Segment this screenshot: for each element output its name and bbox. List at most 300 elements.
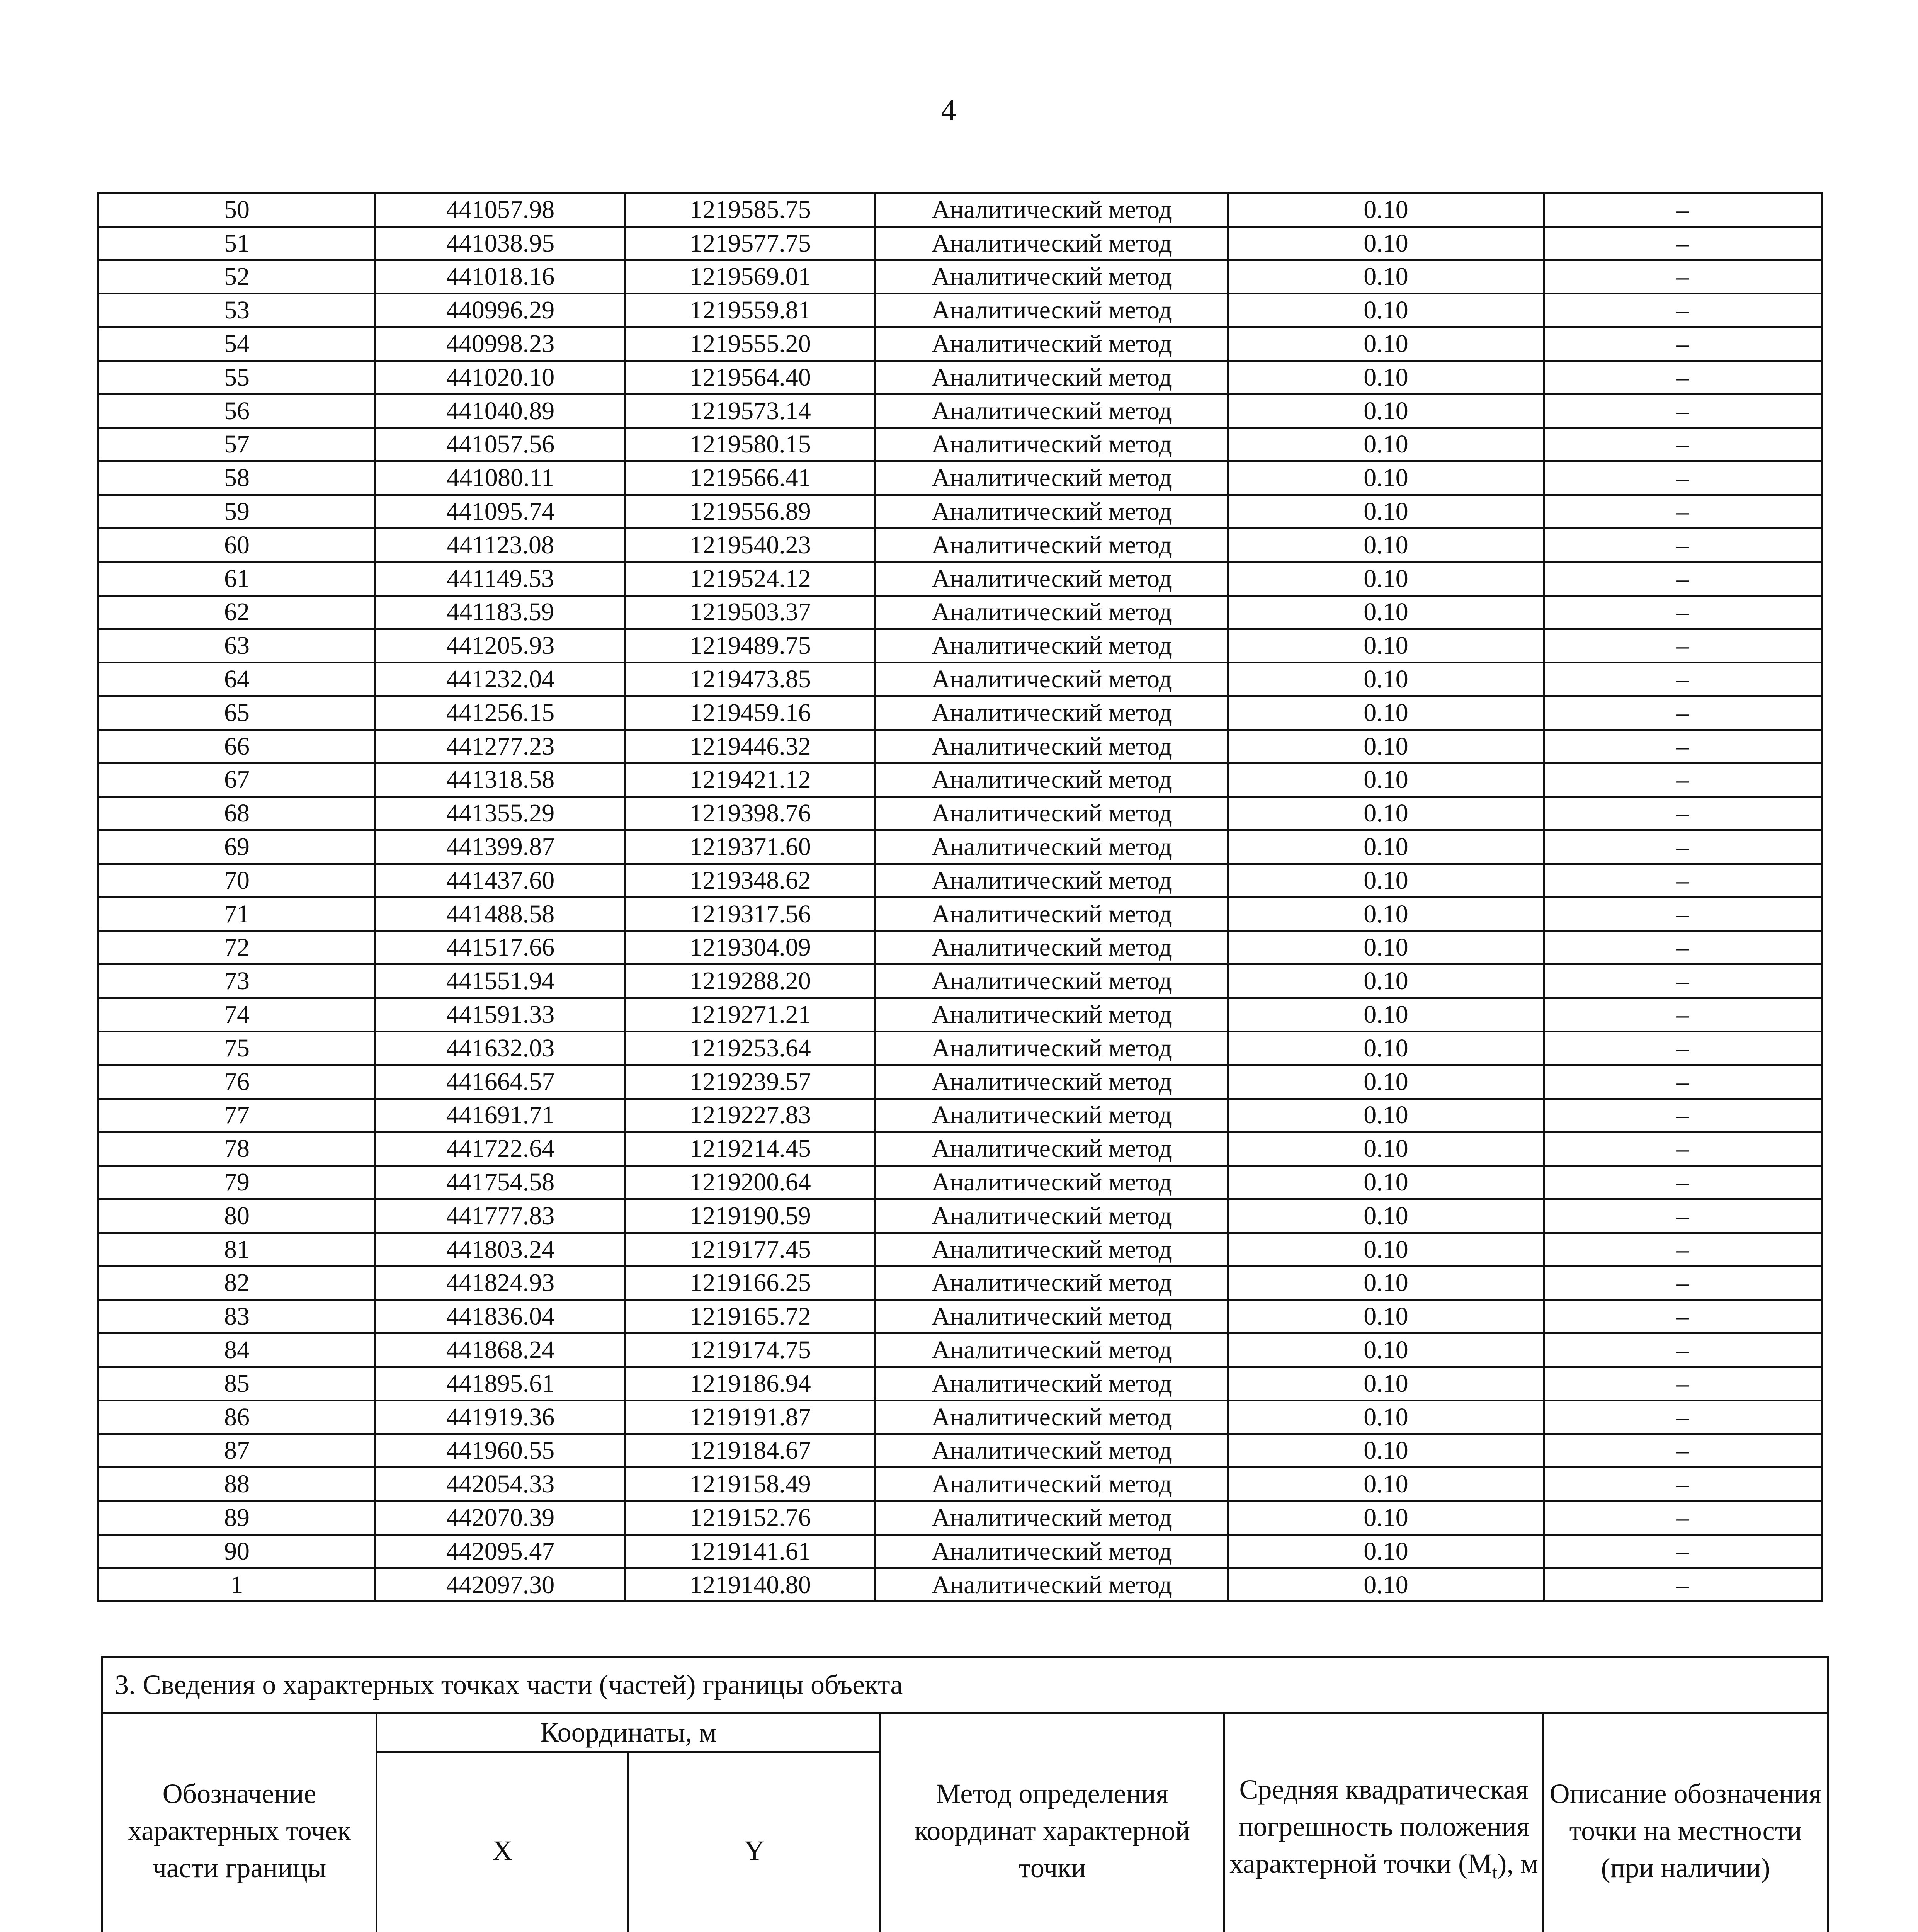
x-coordinate-cell: 441803.24	[376, 1233, 626, 1266]
error-cell: 0.10	[1228, 327, 1544, 361]
y-coordinate-cell: 1219489.75	[626, 629, 876, 663]
table-row	[99, 1099, 1822, 1132]
header-description: Описание обозначения точки на местности (при наличии)	[1544, 1713, 1828, 1932]
y-coordinate-cell: 1219569.01	[626, 260, 876, 294]
error-cell: 0.10	[1228, 1166, 1544, 1199]
method-cell: Аналитический метод	[876, 964, 1228, 998]
y-coordinate-cell: 1219304.09	[626, 931, 876, 964]
x-coordinate-cell: 441080.11	[376, 461, 626, 495]
point-number-cell: 59	[99, 495, 376, 529]
x-coordinate-cell: 441868.24	[376, 1333, 626, 1367]
table-row	[99, 1199, 1822, 1233]
point-number-cell: 62	[99, 595, 376, 629]
point-number-cell: 66	[99, 730, 376, 763]
error-cell: 0.10	[1228, 1065, 1544, 1099]
point-number-cell: 53	[99, 294, 376, 327]
method-cell: Аналитический метод	[876, 562, 1228, 595]
method-cell: Аналитический метод	[876, 1568, 1228, 1602]
x-coordinate-cell: 441057.56	[376, 428, 626, 461]
method-cell: Аналитический метод	[876, 193, 1228, 227]
error-cell: 0.10	[1228, 998, 1544, 1032]
x-coordinate-cell: 441836.04	[376, 1300, 626, 1333]
error-cell: 0.10	[1228, 1333, 1544, 1367]
description-cell: –	[1544, 1199, 1822, 1233]
point-number-cell: 58	[99, 461, 376, 495]
table-row	[99, 562, 1822, 595]
x-coordinate-cell: 441960.55	[376, 1434, 626, 1468]
table-row	[99, 1166, 1822, 1199]
point-number-cell: 78	[99, 1132, 376, 1166]
method-cell: Аналитический метод	[876, 1501, 1228, 1535]
point-number-cell: 61	[99, 562, 376, 595]
point-number-cell: 79	[99, 1166, 376, 1199]
error-cell: 0.10	[1228, 1501, 1544, 1535]
x-coordinate-cell: 441205.93	[376, 629, 626, 663]
point-number-cell: 84	[99, 1333, 376, 1367]
description-cell: –	[1544, 663, 1822, 696]
description-cell: –	[1544, 629, 1822, 663]
error-cell: 0.10	[1228, 1099, 1544, 1132]
description-cell: –	[1544, 260, 1822, 294]
table-row	[99, 294, 1822, 327]
y-coordinate-cell: 1219253.64	[626, 1031, 876, 1065]
point-number-cell: 50	[99, 193, 376, 227]
method-cell: Аналитический метод	[876, 1031, 1228, 1065]
method-cell: Аналитический метод	[876, 1300, 1228, 1333]
description-cell: –	[1544, 1468, 1822, 1501]
table-row	[99, 1266, 1822, 1300]
point-number-cell: 54	[99, 327, 376, 361]
table-row	[99, 528, 1822, 562]
description-cell: –	[1544, 1166, 1822, 1199]
y-coordinate-cell: 1219152.76	[626, 1501, 876, 1535]
x-coordinate-cell: 441895.61	[376, 1367, 626, 1400]
error-cell: 0.10	[1228, 562, 1544, 595]
table-row	[99, 830, 1822, 864]
method-cell: Аналитический метод	[876, 763, 1228, 797]
y-coordinate-cell: 1219577.75	[626, 226, 876, 260]
point-number-cell: 81	[99, 1233, 376, 1266]
method-cell: Аналитический метод	[876, 1166, 1228, 1199]
point-number-cell: 56	[99, 394, 376, 428]
table-row	[99, 1568, 1822, 1602]
table-row	[99, 763, 1822, 797]
point-number-cell: 67	[99, 763, 376, 797]
y-coordinate-cell: 1219227.83	[626, 1099, 876, 1132]
table-row	[99, 663, 1822, 696]
description-cell: –	[1544, 1300, 1822, 1333]
table-row	[99, 1300, 1822, 1333]
point-number-cell: 73	[99, 964, 376, 998]
description-cell: –	[1544, 1065, 1822, 1099]
description-cell: –	[1544, 361, 1822, 394]
y-coordinate-cell: 1219288.20	[626, 964, 876, 998]
x-coordinate-cell: 441149.53	[376, 562, 626, 595]
description-cell: –	[1544, 931, 1822, 964]
point-number-cell: 74	[99, 998, 376, 1032]
error-cell: 0.10	[1228, 931, 1544, 964]
table-row	[99, 1501, 1822, 1535]
description-cell: –	[1544, 1099, 1822, 1132]
y-coordinate-cell: 1219573.14	[626, 394, 876, 428]
y-coordinate-cell: 1219559.81	[626, 294, 876, 327]
y-coordinate-cell: 1219459.16	[626, 696, 876, 730]
y-coordinate-cell: 1219348.62	[626, 864, 876, 897]
description-cell: –	[1544, 1501, 1822, 1535]
method-cell: Аналитический метод	[876, 663, 1228, 696]
error-cell: 0.10	[1228, 528, 1544, 562]
error-cell: 0.10	[1228, 1300, 1544, 1333]
description-cell: –	[1544, 528, 1822, 562]
y-coordinate-cell: 1219191.87	[626, 1400, 876, 1434]
table-row	[99, 1132, 1822, 1166]
description-cell: –	[1544, 998, 1822, 1032]
table-row	[99, 1065, 1822, 1099]
description-cell: –	[1544, 1266, 1822, 1300]
description-cell: –	[1544, 495, 1822, 529]
y-coordinate-cell: 1219421.12	[626, 763, 876, 797]
header-error	[1224, 1713, 1544, 1932]
description-cell: –	[1544, 897, 1822, 931]
error-cell: 0.10	[1228, 629, 1544, 663]
table-row	[99, 361, 1822, 394]
header-coordinates: Координаты, м	[377, 1713, 881, 1752]
y-coordinate-cell: 1219184.67	[626, 1434, 876, 1468]
x-coordinate-cell: 441632.03	[376, 1031, 626, 1065]
y-coordinate-cell: 1219371.60	[626, 830, 876, 864]
error-cell: 0.10	[1228, 193, 1544, 227]
method-cell: Аналитический метод	[876, 1534, 1228, 1568]
table-row	[99, 998, 1822, 1032]
point-number-cell: 69	[99, 830, 376, 864]
method-cell: Аналитический метод	[876, 595, 1228, 629]
table-row	[99, 931, 1822, 964]
x-coordinate-cell: 441277.23	[376, 730, 626, 763]
description-cell: –	[1544, 1367, 1822, 1400]
error-cell: 0.10	[1228, 1534, 1544, 1568]
point-number-cell: 60	[99, 528, 376, 562]
error-cell: 0.10	[1228, 1468, 1544, 1501]
method-cell: Аналитический метод	[876, 696, 1228, 730]
table-row	[99, 193, 1822, 227]
method-cell: Аналитический метод	[876, 1132, 1228, 1166]
x-coordinate-cell: 441754.58	[376, 1166, 626, 1199]
x-coordinate-cell: 441777.83	[376, 1199, 626, 1233]
point-number-cell: 85	[99, 1367, 376, 1400]
y-coordinate-cell: 1219141.61	[626, 1534, 876, 1568]
error-cell: 0.10	[1228, 1132, 1544, 1166]
y-coordinate-cell: 1219317.56	[626, 897, 876, 931]
x-coordinate-cell: 440998.23	[376, 327, 626, 361]
y-coordinate-cell: 1219585.75	[626, 193, 876, 227]
header-y: Y	[629, 1752, 881, 1932]
table-row	[99, 1434, 1822, 1468]
description-cell: –	[1544, 1031, 1822, 1065]
x-coordinate-cell: 441691.71	[376, 1099, 626, 1132]
method-cell: Аналитический метод	[876, 428, 1228, 461]
x-coordinate-cell: 441318.58	[376, 763, 626, 797]
x-coordinate-cell: 441824.93	[376, 1266, 626, 1300]
y-coordinate-cell: 1219556.89	[626, 495, 876, 529]
y-coordinate-cell: 1219446.32	[626, 730, 876, 763]
table-row	[99, 629, 1822, 663]
point-number-cell: 89	[99, 1501, 376, 1535]
method-cell: Аналитический метод	[876, 629, 1228, 663]
table-row	[99, 327, 1822, 361]
point-number-cell: 83	[99, 1300, 376, 1333]
method-cell: Аналитический метод	[876, 998, 1228, 1032]
characteristic-points-table	[97, 192, 1823, 1602]
point-number-cell: 71	[99, 897, 376, 931]
description-cell: –	[1544, 1333, 1822, 1367]
table-row	[99, 1468, 1822, 1501]
point-number-cell: 1	[99, 1568, 376, 1602]
x-coordinate-cell: 441551.94	[376, 964, 626, 998]
method-cell: Аналитический метод	[876, 1367, 1228, 1400]
description-cell: –	[1544, 428, 1822, 461]
header-designation: Обозначение характерных точек части границы	[102, 1713, 377, 1932]
x-coordinate-cell: 441919.36	[376, 1400, 626, 1434]
x-coordinate-cell: 441057.98	[376, 193, 626, 227]
method-cell: Аналитический метод	[876, 1468, 1228, 1501]
header-error-main: Средняя квадратическая погрешность положения характерной точки (M	[1229, 1774, 1529, 1879]
table-row	[99, 1333, 1822, 1367]
point-number-cell: 63	[99, 629, 376, 663]
table-row	[99, 394, 1822, 428]
table-row	[99, 864, 1822, 897]
y-coordinate-cell: 1219524.12	[626, 562, 876, 595]
error-cell: 0.10	[1228, 294, 1544, 327]
x-coordinate-cell: 441018.16	[376, 260, 626, 294]
description-cell: –	[1544, 830, 1822, 864]
method-cell: Аналитический метод	[876, 461, 1228, 495]
table-row	[99, 1367, 1822, 1400]
x-coordinate-cell: 441256.15	[376, 696, 626, 730]
table-row	[99, 964, 1822, 998]
point-number-cell: 80	[99, 1199, 376, 1233]
header-x: X	[377, 1752, 629, 1932]
point-number-cell: 64	[99, 663, 376, 696]
x-coordinate-cell: 441517.66	[376, 931, 626, 964]
description-cell: –	[1544, 595, 1822, 629]
table-row	[99, 1031, 1822, 1065]
error-cell: 0.10	[1228, 1400, 1544, 1434]
method-cell: Аналитический метод	[876, 361, 1228, 394]
method-cell: Аналитический метод	[876, 897, 1228, 931]
description-cell: –	[1544, 730, 1822, 763]
x-coordinate-cell: 442070.39	[376, 1501, 626, 1535]
x-coordinate-cell: 441038.95	[376, 226, 626, 260]
description-cell: –	[1544, 864, 1822, 897]
description-cell: –	[1544, 1132, 1822, 1166]
method-cell: Аналитический метод	[876, 1434, 1228, 1468]
method-cell: Аналитический метод	[876, 495, 1228, 529]
point-number-cell: 75	[99, 1031, 376, 1065]
header-error-subscript: t	[1492, 1862, 1498, 1883]
error-cell: 0.10	[1228, 495, 1544, 529]
method-cell: Аналитический метод	[876, 830, 1228, 864]
point-number-cell: 68	[99, 797, 376, 830]
point-number-cell: 76	[99, 1065, 376, 1099]
y-coordinate-cell: 1219580.15	[626, 428, 876, 461]
error-cell: 0.10	[1228, 1568, 1544, 1602]
x-coordinate-cell: 441095.74	[376, 495, 626, 529]
description-cell: –	[1544, 327, 1822, 361]
table-row	[99, 730, 1822, 763]
x-coordinate-cell: 441355.29	[376, 797, 626, 830]
description-cell: –	[1544, 193, 1822, 227]
x-coordinate-cell: 441664.57	[376, 1065, 626, 1099]
description-cell: –	[1544, 562, 1822, 595]
method-cell: Аналитический метод	[876, 1199, 1228, 1233]
point-number-cell: 88	[99, 1468, 376, 1501]
header-error-tail: ), м	[1497, 1848, 1538, 1879]
method-cell: Аналитический метод	[876, 1099, 1228, 1132]
error-cell: 0.10	[1228, 428, 1544, 461]
description-cell: –	[1544, 394, 1822, 428]
x-coordinate-cell: 441437.60	[376, 864, 626, 897]
y-coordinate-cell: 1219473.85	[626, 663, 876, 696]
point-number-cell: 55	[99, 361, 376, 394]
error-cell: 0.10	[1228, 797, 1544, 830]
y-coordinate-cell: 1219271.21	[626, 998, 876, 1032]
method-cell: Аналитический метод	[876, 1233, 1228, 1266]
method-cell: Аналитический метод	[876, 797, 1228, 830]
method-cell: Аналитический метод	[876, 931, 1228, 964]
description-cell: –	[1544, 763, 1822, 797]
method-cell: Аналитический метод	[876, 528, 1228, 562]
point-number-cell: 65	[99, 696, 376, 730]
y-coordinate-cell: 1219166.25	[626, 1266, 876, 1300]
error-cell: 0.10	[1228, 763, 1544, 797]
error-cell: 0.10	[1228, 595, 1544, 629]
y-coordinate-cell: 1219174.75	[626, 1333, 876, 1367]
x-coordinate-cell: 441488.58	[376, 897, 626, 931]
point-number-cell: 51	[99, 226, 376, 260]
error-cell: 0.10	[1228, 394, 1544, 428]
x-coordinate-cell: 441183.59	[376, 595, 626, 629]
point-number-cell: 87	[99, 1434, 376, 1468]
y-coordinate-cell: 1219555.20	[626, 327, 876, 361]
x-coordinate-cell: 441020.10	[376, 361, 626, 394]
x-coordinate-cell: 442054.33	[376, 1468, 626, 1501]
description-cell: –	[1544, 1434, 1822, 1468]
x-coordinate-cell: 442095.47	[376, 1534, 626, 1568]
method-cell: Аналитический метод	[876, 1333, 1228, 1367]
error-cell: 0.10	[1228, 1367, 1544, 1400]
error-cell: 0.10	[1228, 830, 1544, 864]
description-cell: –	[1544, 1400, 1822, 1434]
table-row	[99, 461, 1822, 495]
method-cell: Аналитический метод	[876, 226, 1228, 260]
table-row	[99, 696, 1822, 730]
method-cell: Аналитический метод	[876, 1065, 1228, 1099]
error-cell: 0.10	[1228, 1031, 1544, 1065]
table-row	[99, 897, 1822, 931]
y-coordinate-cell: 1219158.49	[626, 1468, 876, 1501]
error-cell: 0.10	[1228, 260, 1544, 294]
x-coordinate-cell: 441123.08	[376, 528, 626, 562]
x-coordinate-cell: 441232.04	[376, 663, 626, 696]
error-cell: 0.10	[1228, 361, 1544, 394]
error-cell: 0.10	[1228, 1266, 1544, 1300]
method-cell: Аналитический метод	[876, 1400, 1228, 1434]
table-row	[99, 495, 1822, 529]
method-cell: Аналитический метод	[876, 294, 1228, 327]
description-cell: –	[1544, 696, 1822, 730]
error-cell: 0.10	[1228, 864, 1544, 897]
point-number-cell: 86	[99, 1400, 376, 1434]
x-coordinate-cell: 440996.29	[376, 294, 626, 327]
method-cell: Аналитический метод	[876, 730, 1228, 763]
page-number: 4	[941, 93, 956, 127]
point-number-cell: 90	[99, 1534, 376, 1568]
section3-table	[101, 1656, 1829, 1932]
error-cell: 0.10	[1228, 1434, 1544, 1468]
description-cell: –	[1544, 294, 1822, 327]
description-cell: –	[1544, 226, 1822, 260]
error-cell: 0.10	[1228, 226, 1544, 260]
table-row	[99, 1534, 1822, 1568]
description-cell: –	[1544, 1568, 1822, 1602]
point-number-cell: 70	[99, 864, 376, 897]
point-number-cell: 77	[99, 1099, 376, 1132]
description-cell: –	[1544, 964, 1822, 998]
table-row	[99, 428, 1822, 461]
error-cell: 0.10	[1228, 730, 1544, 763]
y-coordinate-cell: 1219214.45	[626, 1132, 876, 1166]
method-cell: Аналитический метод	[876, 394, 1228, 428]
y-coordinate-cell: 1219190.59	[626, 1199, 876, 1233]
section3-title: 3. Сведения о характерных точках части (частей) границы объекта	[102, 1657, 1828, 1713]
y-coordinate-cell: 1219186.94	[626, 1367, 876, 1400]
table-row	[99, 226, 1822, 260]
method-cell: Аналитический метод	[876, 1266, 1228, 1300]
y-coordinate-cell: 1219564.40	[626, 361, 876, 394]
error-cell: 0.10	[1228, 696, 1544, 730]
x-coordinate-cell: 441040.89	[376, 394, 626, 428]
point-number-cell: 57	[99, 428, 376, 461]
description-cell: –	[1544, 461, 1822, 495]
y-coordinate-cell: 1219398.76	[626, 797, 876, 830]
description-cell: –	[1544, 1534, 1822, 1568]
x-coordinate-cell: 441591.33	[376, 998, 626, 1032]
table-row	[99, 595, 1822, 629]
point-number-cell: 52	[99, 260, 376, 294]
y-coordinate-cell: 1219503.37	[626, 595, 876, 629]
header-method: Метод определения координат характерной точки	[881, 1713, 1224, 1932]
x-coordinate-cell: 441722.64	[376, 1132, 626, 1166]
description-cell: –	[1544, 797, 1822, 830]
point-number-cell: 72	[99, 931, 376, 964]
error-cell: 0.10	[1228, 1199, 1544, 1233]
error-cell: 0.10	[1228, 461, 1544, 495]
table-row	[99, 797, 1822, 830]
table-row	[99, 1400, 1822, 1434]
y-coordinate-cell: 1219140.80	[626, 1568, 876, 1602]
y-coordinate-cell: 1219200.64	[626, 1166, 876, 1199]
error-cell: 0.10	[1228, 964, 1544, 998]
x-coordinate-cell: 442097.30	[376, 1568, 626, 1602]
error-cell: 0.10	[1228, 1233, 1544, 1266]
table-row	[99, 260, 1822, 294]
y-coordinate-cell: 1219177.45	[626, 1233, 876, 1266]
x-coordinate-cell: 441399.87	[376, 830, 626, 864]
method-cell: Аналитический метод	[876, 260, 1228, 294]
method-cell: Аналитический метод	[876, 864, 1228, 897]
table-row	[99, 1233, 1822, 1266]
y-coordinate-cell: 1219540.23	[626, 528, 876, 562]
